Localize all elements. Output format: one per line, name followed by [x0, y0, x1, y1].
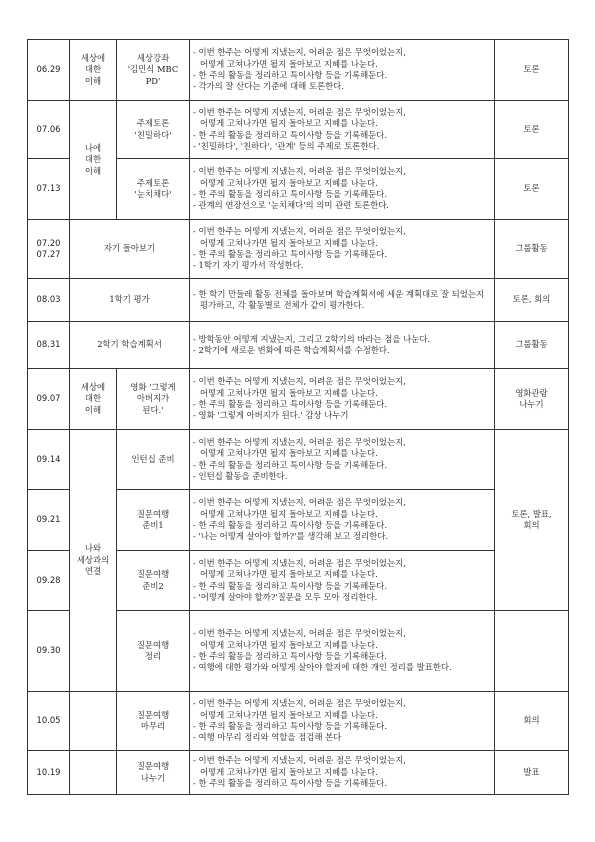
- content-cell: [190, 551, 495, 611]
- content-line: 어떻게 고쳐나가면 될지 돌아보고 지혜를 나눈다.: [200, 387, 378, 398]
- topic-cell-empty: [70, 751, 117, 795]
- activity-cell: [117, 490, 190, 551]
- activity-cell: [117, 159, 190, 220]
- content-line: - 이번 한주는 어떻게 지냈는지, 어려운 점은 무엇이었는지,: [193, 557, 406, 568]
- content-line: - 이번 한주는 어떻게 지냈는지, 어려운 점은 무엇이었는지,: [193, 47, 406, 58]
- content-line: - 한 주의 활동을 정리하고 특이사항 등을 기록해둔다.: [193, 520, 388, 530]
- topic-activity-cell: 1학기 평가: [70, 279, 190, 322]
- method-cell: [495, 692, 569, 751]
- activity-text: 질문여행 준비1: [136, 508, 170, 530]
- content-line: 어떻게 고쳐나가면 될지 돌아보고 지혜를 나눈다.: [200, 639, 378, 650]
- schedule-table: [27, 39, 569, 795]
- table-row: [28, 692, 569, 751]
- activity-text: 질문여행 준비2: [136, 569, 170, 591]
- content-line: - '어떻게 살아야 할까?'질문을 모두 모아 정리한다.: [193, 591, 378, 602]
- content-line: 어떻게 고쳐나가면 될지 돌아보고 지혜를 나눈다.: [200, 58, 378, 69]
- content-line: - '친밀하다', '친하다', '관계' 등의 주제로 토론한다.: [193, 140, 380, 151]
- date-text: 07.20 07.27: [36, 237, 61, 259]
- content-cell: [190, 40, 495, 101]
- topic-activity-cell: 자기 돌아보기: [70, 220, 190, 279]
- content-line: - 방학동안 어떻게 지냈는지, 그리고 2학기의 바라는 점을 나눈다.: [193, 333, 431, 344]
- topic-cell: [70, 101, 117, 220]
- content-line: - 이번 한주는 어떻게 지냈는지, 어려운 점은 무엇이었는지,: [193, 166, 406, 177]
- content-cell: [190, 101, 495, 159]
- content-cell: [190, 322, 495, 369]
- content-line: - 한 주의 활동을 정리하고 특이사항 등을 기록해둔다.: [193, 580, 388, 591]
- content-line: - 1학기 자기 평가서 작성한다.: [193, 260, 304, 271]
- content-line: - 한 학기 만들레 활동 전체를 돌아보며 학습계획서에 세운 계획대로 잘 되었는지 평가하고, 각 활동별로 전체가 같이 평가한다.: [193, 288, 484, 310]
- topic-cell: [70, 430, 117, 692]
- content-line: - 한 주의 활동을 정리하고 특이사항 등을 기록해둔다.: [193, 778, 388, 789]
- activity-cell: [117, 369, 190, 430]
- date-cell: 09.14: [28, 430, 70, 490]
- content-line: 어떻게 고쳐나가면 될지 돌아보고 지혜를 나눈다.: [200, 448, 378, 459]
- date-cell: 10.19: [28, 751, 70, 795]
- topic-cell: [70, 40, 117, 101]
- content-line: - 이번 한주는 어떻게 지냈는지, 어려운 점은 무엇이었는지,: [193, 698, 406, 709]
- method-cell: [495, 322, 569, 369]
- content-cell: [190, 490, 495, 551]
- method-cell: [495, 101, 569, 159]
- method-cell: [495, 159, 569, 220]
- content-line: - 2학기에 새로운 변화에 따른 학습계획서를 수정한다.: [193, 345, 390, 355]
- date-cell: 08.31: [28, 322, 70, 369]
- topic-text: 세상에 대한 이해: [80, 381, 106, 415]
- content-cell: [190, 369, 495, 430]
- date-cell: [28, 220, 70, 279]
- content-line: 어떻게 고쳐나가면 될지 돌아보고 지혜를 나눈다.: [200, 118, 378, 129]
- method-cell: [495, 430, 569, 611]
- topic-activity-cell: 2학기 학습계획서: [70, 322, 190, 369]
- activity-text: 질문여행 나누기: [136, 761, 170, 783]
- date-cell: 06.29: [28, 40, 70, 101]
- table-row: [28, 279, 569, 322]
- table-row: [28, 220, 569, 279]
- content-line: - 관계의 연장선으로 '눈치채다'의 의미 관련 토론한다.: [193, 200, 389, 211]
- method-text: 토론, 발표, 회의: [511, 508, 552, 530]
- content-line: - 한 주의 활동을 정리하고 특이사항 등을 기록해둔다.: [193, 721, 388, 731]
- content-line: - 한 주의 활동을 정리하고 특이사항 등을 기록해둔다.: [193, 249, 388, 259]
- activity-text: 질문여행 정리: [136, 639, 170, 661]
- table-row: [28, 751, 569, 795]
- date-cell: 07.06: [28, 101, 70, 159]
- method-text: 영화관람 나누기: [515, 387, 548, 409]
- method-cell: [495, 279, 569, 322]
- content-line: - 이번 한주는 어떻게 지냈는지, 어려운 점은 무엇이었는지,: [193, 497, 406, 508]
- content-line: - 이번 한주는 어떻게 지냈는지, 어려운 점은 무엇이었는지,: [193, 755, 406, 766]
- date-cell: 09.07: [28, 369, 70, 430]
- topic-cell: [70, 369, 117, 430]
- activity-cell: [117, 611, 190, 692]
- date-cell: 10.05: [28, 692, 70, 751]
- activity-text: 질문여행 마무리: [136, 709, 170, 731]
- topic-text: 나와 세상과의 연결: [76, 543, 110, 577]
- method-text: 토론: [523, 64, 540, 75]
- table-row: [28, 322, 569, 369]
- content-line: 어떻게 고쳐나가면 될지 돌아보고 지혜를 나눈다.: [200, 709, 378, 720]
- table-row: [28, 430, 569, 490]
- content-cell: [190, 611, 495, 692]
- content-line: - 영화 '그렇게 아버지가 된다.' 감상 나누기: [193, 410, 349, 421]
- table-row: [28, 101, 569, 159]
- date-cell: 09.30: [28, 611, 70, 692]
- activity-text: 영화 '그렇게 아버지가 된다.': [130, 381, 176, 415]
- content-cell: [190, 279, 495, 322]
- method-text: 그룹활동: [515, 339, 548, 350]
- table-row: [28, 369, 569, 430]
- activity-text: 인턴십 준비: [131, 453, 175, 464]
- activity-text: 주제토론 '친밀하다': [134, 118, 172, 140]
- method-text: 회의: [523, 715, 540, 726]
- content-line: - 이번 한주는 어떻게 지냈는지, 어려운 점은 무엇이었는지,: [193, 106, 406, 117]
- content-line: - 한 주의 활동을 정리하고 특이사항 등을 기록해둔다.: [193, 399, 388, 409]
- method-cell: [495, 369, 569, 430]
- content-line: - 여행에 대한 평가와 어떻게 살아야 할지에 대한 개인 정리를 발표한다.: [193, 662, 452, 673]
- activity-cell: [117, 551, 190, 611]
- content-line: - 이번 한주는 어떻게 지냈는지, 어려운 점은 무엇이었는지,: [193, 436, 406, 447]
- content-cell: [190, 692, 495, 751]
- activity-cell: [117, 430, 190, 490]
- content-line: - 이번 한주는 어떻게 지냈는지, 어려운 점은 무엇이었는지,: [193, 376, 406, 387]
- content-line: 어떻게 고쳐나가면 될지 돌아보고 지혜를 나눈다.: [200, 237, 378, 248]
- content-cell: [190, 159, 495, 220]
- date-cell: 07.13: [28, 159, 70, 220]
- activity-cell: [117, 40, 190, 101]
- date-cell: 09.21: [28, 490, 70, 551]
- content-line: 어떻게 고쳐나가면 될지 돌아보고 지혜를 나눈다.: [200, 766, 378, 777]
- method-text: 발표: [523, 766, 540, 777]
- content-line: 어떻게 고쳐나가면 될지 돌아보고 지혜를 나눈다.: [200, 177, 378, 188]
- method-text: 토론, 회의: [512, 294, 551, 305]
- method-cell: [495, 220, 569, 279]
- activity-text: 주제토론 '눈치채다': [134, 177, 172, 199]
- method-cell: [495, 40, 569, 101]
- content-line: - 한 주의 활동을 정리하고 특이사항 등을 기록해둔다.: [193, 459, 388, 470]
- topic-text: 나에 대한 이해: [84, 142, 102, 176]
- method-text: 그룹활동: [515, 243, 548, 254]
- content-line: - 이번 한주는 어떻게 지냈는지, 어려운 점은 무엇이었는지,: [193, 226, 406, 237]
- content-line: - '나는 어떻게 살아야 할까?'를 생각해 보고 정리한다.: [193, 531, 389, 542]
- content-cell: [190, 220, 495, 279]
- content-line: - 각가의 잘 산다는 기준에 대해 토론한다.: [193, 81, 344, 92]
- content-cell: [190, 430, 495, 490]
- method-text: 토론: [523, 123, 540, 134]
- topic-cell-empty: [70, 692, 117, 751]
- table-row: [28, 40, 569, 101]
- content-line: - 한 주의 활동을 정리하고 특이사항 등을 기록해둔다.: [193, 651, 388, 661]
- activity-cell: [117, 751, 190, 795]
- content-line: - 한 주의 활동을 정리하고 특이사항 등을 기록해둔다.: [193, 189, 388, 199]
- content-cell: [190, 751, 495, 795]
- method-text: 토론: [523, 183, 540, 194]
- activity-text: 세상강좌 '김민식 MBC PD': [127, 52, 179, 86]
- activity-cell: [117, 101, 190, 159]
- method-cell: [495, 751, 569, 795]
- content-line: 어떻게 고쳐나가면 될지 돌아보고 지혜를 나눈다.: [200, 508, 378, 519]
- content-line: - 한 주의 활동을 정리하고 특이사항 등을 기록해둔다.: [193, 129, 388, 140]
- date-cell: 09.28: [28, 551, 70, 611]
- content-line: - 한 주의 활동을 정리하고 특이사항 등을 기록해둔다.: [193, 70, 388, 80]
- topic-text: 세상에 대한 이해: [80, 52, 106, 86]
- content-line: - 인턴십 활동을 준비한다.: [193, 470, 288, 481]
- content-line: - 여행 마무리 정리와 역할을 점검해 본다: [193, 732, 342, 743]
- method-cell: [495, 611, 569, 692]
- content-line: - 이번 한주는 어떻게 지냈는지, 어려운 점은 무엇이었는지,: [193, 628, 406, 639]
- activity-cell: [117, 692, 190, 751]
- content-line: 어떻게 고쳐나가면 될지 돌아보고 지혜를 나눈다.: [200, 569, 378, 580]
- date-cell: 08.03: [28, 279, 70, 322]
